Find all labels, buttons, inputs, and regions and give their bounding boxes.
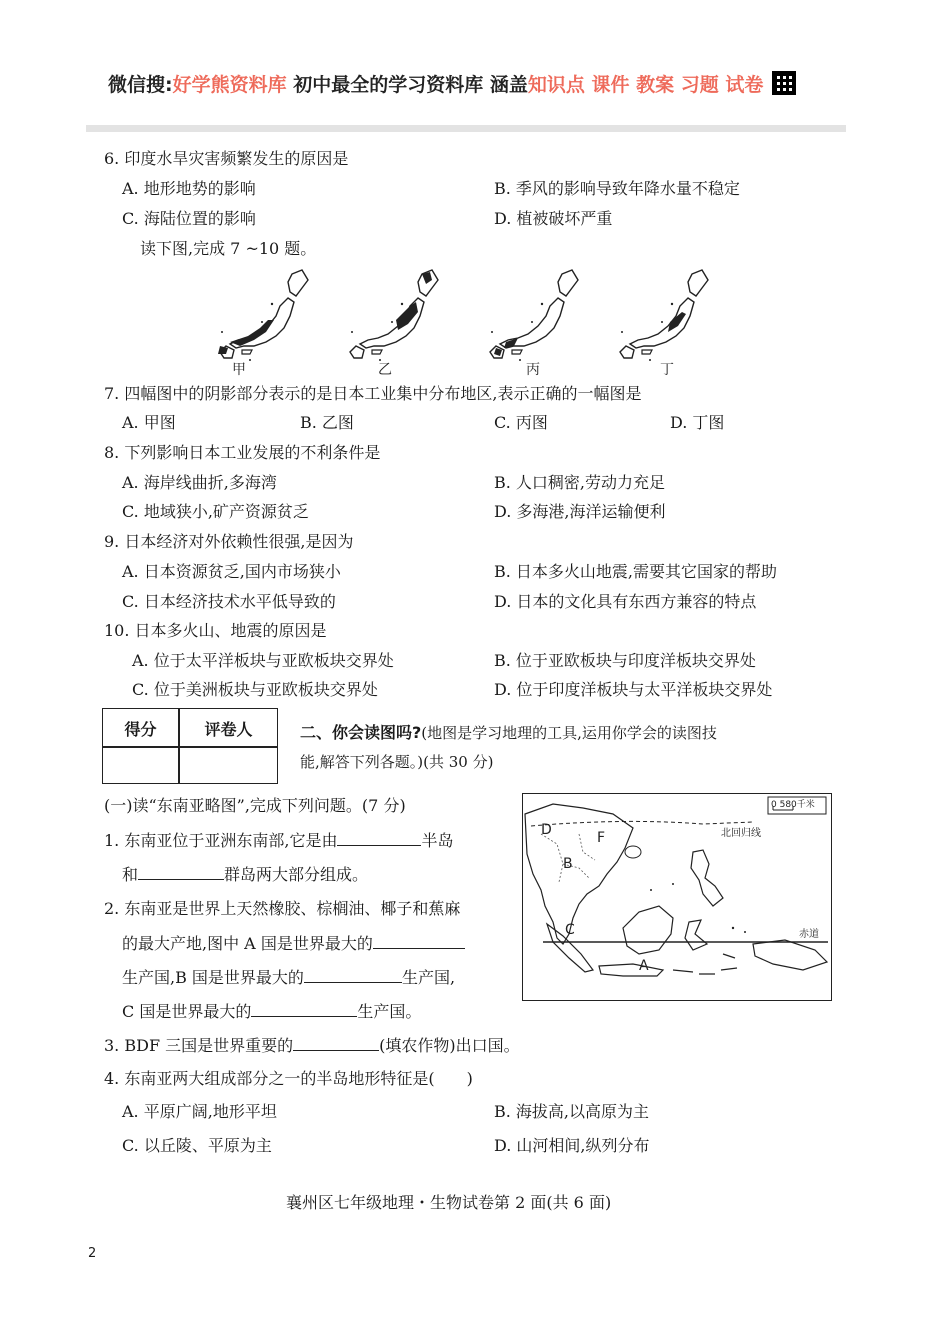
qr-code-icon xyxy=(772,71,796,95)
q8-option-c: C. 地域狭小,矿产资源贫乏 xyxy=(122,502,309,521)
s2-blank-c[interactable] xyxy=(251,1000,357,1017)
s2-blank-b[interactable] xyxy=(304,966,402,983)
s4-stem: 4. 东南亚两大组成部分之一的半岛地形特征是( ) xyxy=(104,1069,473,1088)
s4-option-c: C. 以丘陵、平原为主 xyxy=(122,1136,272,1155)
s1-blank-peninsula[interactable] xyxy=(337,829,421,846)
header-divider xyxy=(86,125,846,132)
map-label-c: C xyxy=(565,922,575,938)
s4-option-d: D. 山河相间,纵列分布 xyxy=(494,1136,650,1155)
grader-header: 评卷人 xyxy=(204,719,253,739)
read-prompt: 读下图,完成 7 ~10 题。 xyxy=(140,239,317,258)
s3-text-b: (填农作物)出口国。 xyxy=(379,1036,520,1055)
s2-line2a: 的最大产地,图中 A 国是世界最大的 xyxy=(122,934,373,953)
q10-option-a: A. 位于太平洋板块与亚欧板块交界处 xyxy=(132,651,394,670)
page-footer: 襄州区七年级地理・生物试卷第 2 面(共 6 面) xyxy=(286,1193,612,1212)
q9-option-a: A. 日本资源贫乏,国内市场狭小 xyxy=(122,562,341,581)
s1-line2a: 和 xyxy=(122,865,139,884)
banner-text-3: 初中最全的学习资料库 涵盖 xyxy=(293,74,528,96)
q9-option-c: C. 日本经济技术水平低导致的 xyxy=(122,592,336,611)
q7-option-d: D. 丁图 xyxy=(670,413,725,432)
q10-stem: 10. 日本多火山、地震的原因是 xyxy=(104,621,327,640)
q8-option-b: B. 人口稠密,劳动力充足 xyxy=(494,473,666,492)
score-header: 得分 xyxy=(124,719,157,739)
q7-option-b: B. 乙图 xyxy=(300,413,354,432)
s4-option-b: B. 海拔高,以高原为主 xyxy=(494,1102,650,1121)
q8-stem: 8. 下列影响日本工业发展的不利条件是 xyxy=(104,443,381,462)
q9-option-d: D. 日本的文化具有东西方兼容的特点 xyxy=(494,592,757,611)
q9-stem: 9. 日本经济对外依赖性很强,是因为 xyxy=(104,532,354,551)
s1-line2b: 群岛两大部分组成。 xyxy=(224,865,369,884)
q7-option-a: A. 甲图 xyxy=(122,413,176,432)
part1-title: (一)读“东南亚略图”,完成下列问题。(7 分) xyxy=(104,796,406,815)
q6-option-c: C. 海陆位置的影响 xyxy=(122,209,256,228)
map-scale: 0 580千米 xyxy=(771,800,815,810)
s2-line4b: 生产国。 xyxy=(357,1002,422,1021)
map-label-a: A xyxy=(639,958,649,974)
q8-option-a: A. 海岸线曲折,多海湾 xyxy=(122,473,277,492)
score-cell[interactable] xyxy=(105,749,177,782)
promo-banner xyxy=(108,70,808,104)
japan-maps-figure xyxy=(200,262,740,380)
japan-map-bing xyxy=(490,270,578,361)
s1-blank-islands[interactable] xyxy=(138,863,224,880)
q10-option-b: B. 位于亚欧板块与印度洋板块交界处 xyxy=(494,651,756,670)
s1-line1a: 1. 东南亚位于亚洲东南部,它是由 xyxy=(104,831,338,850)
q8-option-d: D. 多海港,海洋运输便利 xyxy=(494,502,666,521)
page-number: 2 xyxy=(88,1246,97,1261)
s3-text-a: 3. BDF 三国是世界重要的 xyxy=(104,1036,294,1055)
s2-line3b: 生产国, xyxy=(401,968,456,987)
q6-stem: 6. 印度水旱灾害频繁发生的原因是 xyxy=(104,149,349,168)
section2-desc-2: 能,解答下列各题。)(共 30 分) xyxy=(300,753,494,771)
s2-line1: 2. 东南亚是世界上天然橡胶、棕榈油、椰子和蕉麻 xyxy=(104,899,461,918)
label-ding: 丁 xyxy=(660,362,674,378)
s4-option-a: A. 平原广阔,地形平坦 xyxy=(122,1102,277,1121)
tropic-label: 北回归线 xyxy=(721,828,761,839)
label-bing: 丙 xyxy=(526,362,540,378)
map-label-f: F xyxy=(597,830,606,846)
equator-label: 赤道 xyxy=(799,929,819,940)
banner-text-1: 微信搜: xyxy=(108,74,173,96)
s1-line1b: 半岛 xyxy=(421,831,454,850)
q6-option-b: B. 季风的影响导致年降水量不稳定 xyxy=(494,179,740,198)
s3-blank-crop[interactable] xyxy=(293,1034,379,1051)
q7-stem: 7. 四幅图中的阴影部分表示的是日本工业集中分布地区,表示正确的一幅图是 xyxy=(104,384,642,403)
label-yi: 乙 xyxy=(378,362,392,378)
label-jia: 甲 xyxy=(232,362,246,378)
s2-line4a: C 国是世界最大的 xyxy=(122,1002,252,1021)
q10-option-d: D. 位于印度洋板块与太平洋板块交界处 xyxy=(494,680,773,699)
banner-text-2: 好学熊资料库 xyxy=(172,74,287,96)
q10-option-c: C. 位于美洲板块与亚欧板块交界处 xyxy=(132,680,378,699)
q9-option-b: B. 日本多火山地震,需要其它国家的帮助 xyxy=(494,562,778,581)
q6-option-d: D. 植被破坏严重 xyxy=(494,209,613,228)
japan-map-yi xyxy=(350,270,438,361)
map-label-d: D xyxy=(541,822,552,838)
section2-desc-1: (地图是学习地理的工具,运用你学会的读图技 xyxy=(421,724,717,742)
section2-title: 二、你会读图吗? xyxy=(300,723,422,742)
grader-cell[interactable] xyxy=(181,749,275,782)
score-table xyxy=(102,708,278,784)
s2-line3a: 生产国,B 国是世界最大的 xyxy=(122,968,304,987)
japan-map-ding xyxy=(620,270,708,361)
q6-option-a: A. 地形地势的影响 xyxy=(122,179,256,198)
banner-text-4: 知识点 课件 教案 习题 试卷 xyxy=(527,74,764,96)
map-label-b: B xyxy=(563,856,573,872)
japan-map-jia xyxy=(218,270,308,361)
southeast-asia-map xyxy=(522,793,832,1001)
s2-blank-a[interactable] xyxy=(373,932,465,949)
q7-option-c: C. 丙图 xyxy=(494,413,548,432)
